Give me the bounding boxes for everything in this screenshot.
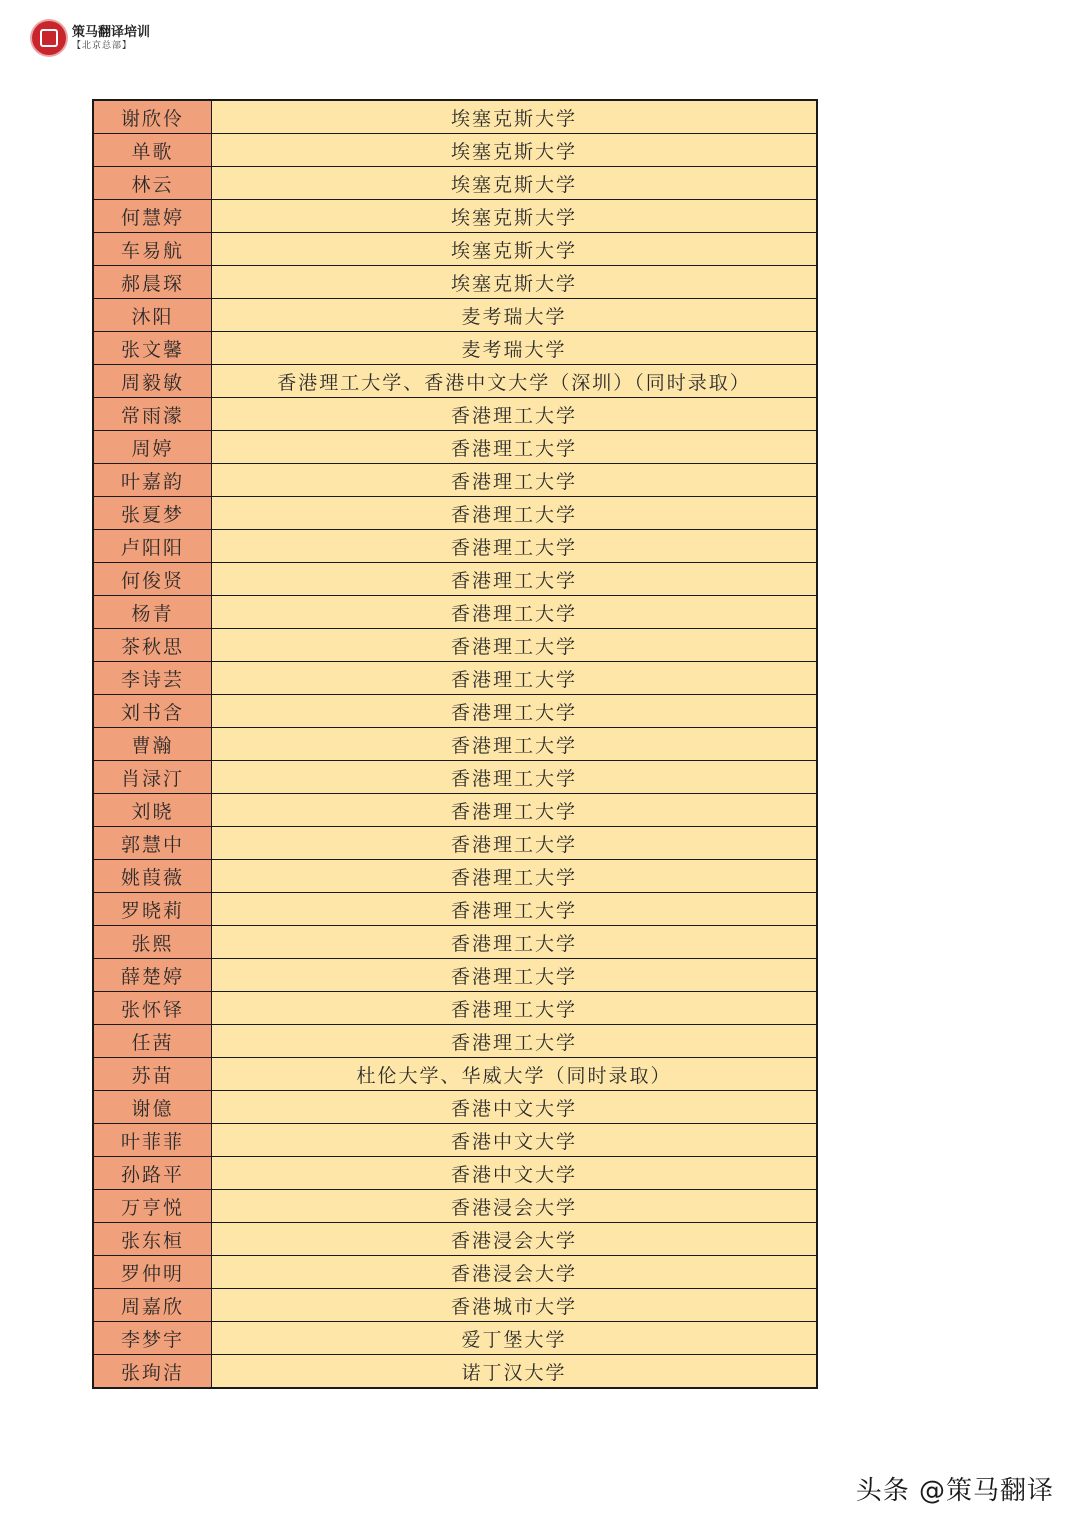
student-name-cell: 何慧婷	[93, 200, 212, 233]
university-cell: 香港理工大学	[212, 563, 818, 596]
university-cell: 埃塞克斯大学	[212, 266, 818, 299]
table-row	[93, 1223, 817, 1256]
student-name-cell: 姚葭薇	[93, 860, 212, 893]
university-cell: 香港理工大学	[212, 596, 818, 629]
student-name-cell: 周婷	[93, 431, 212, 464]
seal-icon	[32, 21, 66, 55]
student-name-cell: 张东桓	[93, 1223, 212, 1256]
table-row	[93, 563, 817, 596]
admission-table	[92, 99, 818, 1389]
student-name-cell: 张夏梦	[93, 497, 212, 530]
brand-subtitle: 【北京总部】	[72, 40, 133, 51]
table-row	[93, 497, 817, 530]
student-name-cell: 周嘉欣	[93, 1289, 212, 1322]
university-cell: 香港理工大学	[212, 860, 818, 893]
university-cell: 香港城市大学	[212, 1289, 818, 1322]
student-name-cell: 卢阳阳	[93, 530, 212, 563]
table-row	[93, 233, 817, 266]
university-cell: 香港浸会大学	[212, 1256, 818, 1289]
watermark: 头条 @策马翻译	[855, 1476, 1054, 1506]
student-name-cell: 谢欣伶	[93, 100, 212, 134]
student-name-cell: 孙路平	[93, 1157, 212, 1190]
student-name-cell: 张文馨	[93, 332, 212, 365]
student-name-cell: 叶嘉韵	[93, 464, 212, 497]
student-name-cell: 单歌	[93, 134, 212, 167]
brand-text	[72, 26, 150, 51]
student-name-cell: 薛楚婷	[93, 959, 212, 992]
student-name-cell: 任茜	[93, 1025, 212, 1058]
university-cell: 香港中文大学	[212, 1124, 818, 1157]
university-cell: 香港浸会大学	[212, 1190, 818, 1223]
university-cell: 香港理工大学	[212, 992, 818, 1025]
university-cell: 香港理工大学	[212, 431, 818, 464]
student-name-cell: 万亨悦	[93, 1190, 212, 1223]
student-name-cell: 何俊贤	[93, 563, 212, 596]
student-name-cell: 张怀铎	[93, 992, 212, 1025]
student-name-cell: 常雨濛	[93, 398, 212, 431]
student-name-cell: 叶菲菲	[93, 1124, 212, 1157]
student-name-cell: 李梦宇	[93, 1322, 212, 1355]
university-cell: 香港理工大学	[212, 530, 818, 563]
table-row	[93, 794, 817, 827]
student-name-cell: 张熙	[93, 926, 212, 959]
university-cell: 香港理工大学	[212, 926, 818, 959]
university-cell: 香港中文大学	[212, 1157, 818, 1190]
university-cell: 香港浸会大学	[212, 1223, 818, 1256]
student-name-cell: 茶秋思	[93, 629, 212, 662]
university-cell: 香港理工大学	[212, 629, 818, 662]
university-cell: 香港理工大学	[212, 794, 818, 827]
table-row	[93, 1190, 817, 1223]
university-cell: 香港理工大学	[212, 398, 818, 431]
university-cell: 香港理工大学	[212, 761, 818, 794]
table-row	[93, 992, 817, 1025]
table-row	[93, 761, 817, 794]
table-row	[93, 1025, 817, 1058]
university-cell: 香港理工大学	[212, 695, 818, 728]
university-cell: 埃塞克斯大学	[212, 233, 818, 266]
student-name-cell: 车易航	[93, 233, 212, 266]
table-row	[93, 332, 817, 365]
table-row	[93, 200, 817, 233]
university-cell: 杜伦大学、华威大学（同时录取）	[212, 1058, 818, 1091]
admission-table-body	[93, 100, 817, 1388]
university-cell: 香港理工大学	[212, 1025, 818, 1058]
brand-logo	[32, 20, 150, 56]
table-row	[93, 662, 817, 695]
table-row	[93, 1091, 817, 1124]
table-row	[93, 134, 817, 167]
university-cell: 埃塞克斯大学	[212, 134, 818, 167]
table-row	[93, 629, 817, 662]
university-cell: 埃塞克斯大学	[212, 167, 818, 200]
university-cell: 麦考瑞大学	[212, 299, 818, 332]
university-cell: 埃塞克斯大学	[212, 100, 818, 134]
student-name-cell: 刘书含	[93, 695, 212, 728]
student-name-cell: 罗晓莉	[93, 893, 212, 926]
university-cell: 香港理工大学、香港中文大学（深圳）（同时录取）	[212, 365, 818, 398]
student-name-cell: 曹瀚	[93, 728, 212, 761]
university-cell: 香港理工大学	[212, 827, 818, 860]
table-row	[93, 1058, 817, 1091]
student-name-cell: 罗仲明	[93, 1256, 212, 1289]
university-cell: 香港理工大学	[212, 728, 818, 761]
table-row	[93, 266, 817, 299]
table-row	[93, 695, 817, 728]
student-name-cell: 张珣洁	[93, 1355, 212, 1389]
table-row	[93, 959, 817, 992]
university-cell: 麦考瑞大学	[212, 332, 818, 365]
student-name-cell: 郭慧中	[93, 827, 212, 860]
university-cell: 诺丁汉大学	[212, 1355, 818, 1389]
table-row	[93, 530, 817, 563]
university-cell: 爱丁堡大学	[212, 1322, 818, 1355]
student-name-cell: 郝晨琛	[93, 266, 212, 299]
table-row	[93, 1124, 817, 1157]
table-row	[93, 398, 817, 431]
student-name-cell: 杨青	[93, 596, 212, 629]
table-row	[93, 1157, 817, 1190]
table-row	[93, 728, 817, 761]
university-cell: 香港理工大学	[212, 893, 818, 926]
student-name-cell: 李诗芸	[93, 662, 212, 695]
table-row	[93, 167, 817, 200]
university-cell: 香港理工大学	[212, 464, 818, 497]
student-name-cell: 肖渌汀	[93, 761, 212, 794]
student-name-cell: 苏苗	[93, 1058, 212, 1091]
table-row	[93, 827, 817, 860]
table-row	[93, 1256, 817, 1289]
student-name-cell: 谢億	[93, 1091, 212, 1124]
university-cell: 埃塞克斯大学	[212, 200, 818, 233]
university-cell: 香港理工大学	[212, 959, 818, 992]
table-row	[93, 893, 817, 926]
table-row	[93, 1322, 817, 1355]
university-cell: 香港理工大学	[212, 497, 818, 530]
university-cell: 香港中文大学	[212, 1091, 818, 1124]
table-row	[93, 431, 817, 464]
table-row	[93, 596, 817, 629]
student-name-cell: 林云	[93, 167, 212, 200]
table-row	[93, 100, 817, 134]
student-name-cell: 刘晓	[93, 794, 212, 827]
brand-name: 策马翻译培训	[72, 24, 151, 40]
university-cell: 香港理工大学	[212, 662, 818, 695]
student-name-cell: 周毅敏	[93, 365, 212, 398]
table-row	[93, 1289, 817, 1322]
table-row	[93, 464, 817, 497]
table-row	[93, 1355, 817, 1389]
table-row	[93, 860, 817, 893]
table-row	[93, 299, 817, 332]
table-row	[93, 926, 817, 959]
student-name-cell: 沐阳	[93, 299, 212, 332]
table-row	[93, 365, 817, 398]
